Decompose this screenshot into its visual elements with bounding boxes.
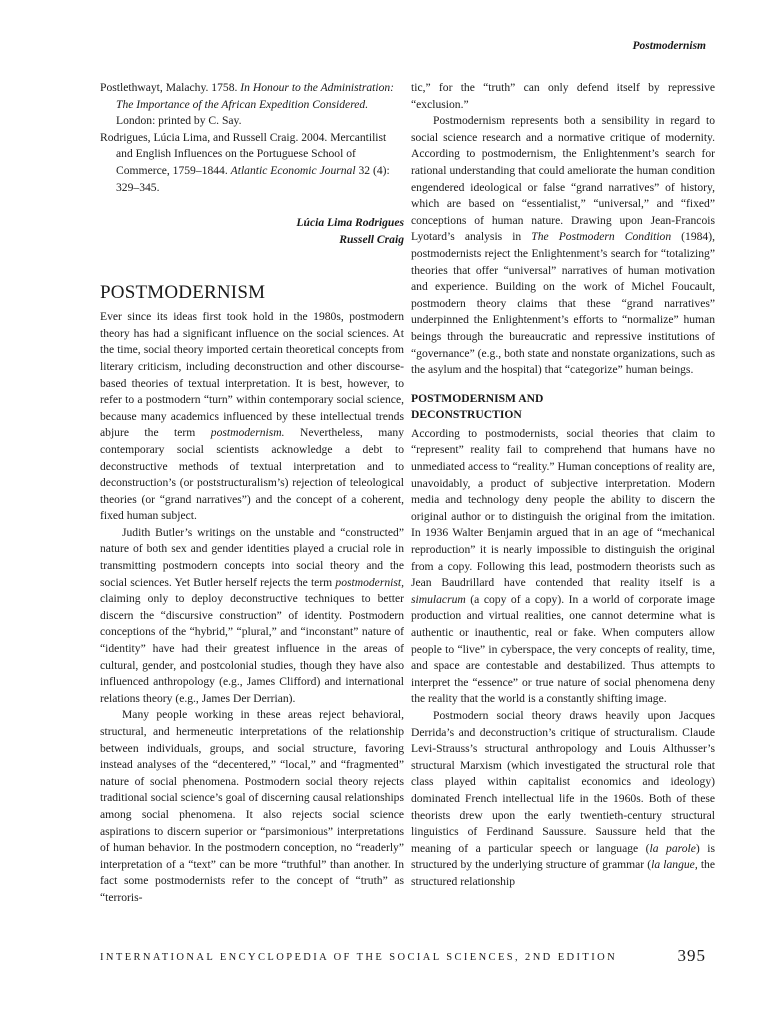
reference-title: Atlantic Economic Journal <box>230 163 356 177</box>
paragraph: According to postmodernists, social theories that claim to “represent” reality fail to comprehend that humans have no unmediated access to “reality.” Human conceptions of reality are, unavoidably, a product of subjective interpretation. Modern media and technology deny people the ability to discern the original author or to distinguish the original from the imitation. In 1936 Walter Benjamin argued that in an age of “mechanical reproduction” it is nearly impossible to distinguish the original from a copy. Following this lead, postmodern theorists such as Jean Baudrillard have contended that reality itself is a simulacrum (a copy of a copy). In a world of corporate image production and virtual realities, one cannot determine what is authentic or inauthentic, real or fake. When computers allow people to “live” in cyberspace, the very concepts of reality, time, and space are contestable and destabilized. Thus attempts to interpret the “essence” or true nature of social phenomena deny the reality that the world is a constantly shifting image. <box>411 426 715 706</box>
reference-text: London: printed by C. Say. <box>116 114 242 128</box>
paragraph: Ever since its ideas first took hold in the 1980s, postmodern theory has had a significant influence on the social sciences. At the time, social theory imported certain theoretical concepts from literary criticism, including deconstruction and other discourse-based theories of textual interpretation. It is best, however, to refer to a postmodern “turn” within contemporary social science, because many academics influenced by these intellectual trends abjure the term postmodernism. Nevertheless, many contemporary social scientists acknowledge a debt to deconstructive methods of textual interpretation and to deconstruction’s (or poststructuralism’s) rejection of teleological theories (or “grand narratives”) and the concept of a coherent, fixed human subject. <box>100 310 404 523</box>
reference-entry <box>100 80 404 130</box>
article-title: POSTMODERNISM <box>100 282 266 304</box>
reference-entry <box>100 130 404 196</box>
section-heading: POSTMODERNISM AND DECONSTRUCTION <box>411 391 544 422</box>
author-signature <box>100 214 404 248</box>
reference-text: 32 (4): 329–345. <box>116 163 390 194</box>
left-column <box>100 80 404 907</box>
paragraph: Postmodern social theory draws heavily upon Jacques Derrida’s and deconstruction’s critique of structuralism. Claude Levi-Strauss’s structural anthropology and Louis Althusser’s structural Marxism (which investigated the structural role that class played within capitalist economics and ideology) dominated French intellectual life in the 1960s. Both of these theorists drew upon the early twentieth-century structural linguistics of Ferdinand Saussure. Saussure held that the meaning of a particular speech or language (la parole) is structured by the underlying structure of grammar (la langue, the structured relationship <box>411 708 716 888</box>
reference-text: Postlethwayt, Malachy. 1758. <box>100 81 241 94</box>
page-number: 395 <box>677 946 706 965</box>
author-name: Russell Craig <box>339 233 404 247</box>
reference-title: In Honour to the Administration: The Importance of the African Expedition Considered. <box>116 81 395 111</box>
reference-text: Rodrigues, Lúcia Lima, and Russell Craig. 2004. Mercantilist and English Influences on the Portuguese School of Commerce, 1759–1844. <box>100 130 387 177</box>
paragraph: Judith Butler’s writings on the unstable and “constructed” nature of both sex and gender identities played a crucial role in transmitting postmodern concepts into social theory and the social sciences. Yet Butler herself rejects the term postmodernist, claiming only to deploy deconstructive techniques to better discern the “discursive construction” of identity. Postmodern conceptions of the “hybrid,” “plural,” and “inconstant” nature of “identity” have had their greatest influence in the areas of cultural, gender, and postcolonial studies, though they have also influenced anthropology (e.g., James Clifford) and international relations theory (e.g., James Der Derrian). <box>100 525 404 705</box>
footer-title: INTERNATIONAL ENCYCLOPEDIA OF THE SOCIAL SCIENCES, 2ND EDITION <box>100 952 618 963</box>
right-column <box>411 80 715 891</box>
paragraph-continuation: tic,” for the “truth” can only defend itself by repressive “exclusion.” <box>411 81 715 111</box>
author-name: Lúcia Lima Rodrigues <box>296 216 404 230</box>
paragraph: Postmodernism represents both a sensibility in regard to social science research and a normative critique of modernity. According to postmodernism, the Enlightenment’s search for rational understanding that could ameliorate the human condition engendered ideological or false “grand narratives” of history, which are based on “essentialist,” “universal,” and “fixed” conceptions of human nature. Drawing upon Jean-Francois Lyotard’s analysis in The Postmodern Condition (1984), postmodernists reject the Enlightenment’s search for “totalizing” theories that offer “universal” narratives of human motivation and experience. Building on the work of Michel Foucault, postmodern theory claims that these “grand narratives” underpinned the Enlightenment’s efforts to “normalize” human beings through the bureaucratic and repressive institutions of “governance” (e.g., both state and nonstate organizations, such as the asylum and the hospital) that “categorize” human beings. <box>411 114 715 377</box>
paragraph: Many people working in these areas reject behavioral, structural, and hermeneutic interpretations of the relationship between individuals, groups, and social structure, favoring instead analyses of the “decentered,” “local,” and “fragmented” nature of social phenomena. Postmodern social theory rejects traditional social science’s goal of discerning causal relationships among social phenomena. It also rejects social science aspirations to discern superior or “parsimonious” interpretations of human behavior. In the postmodern conception, no “readerly” interpretation of a “text” can be more “truthful” than another. In fact some postmodernists refer to the concept of “truth” as “terroris- <box>100 708 404 904</box>
running-head: Postmodernism <box>632 40 706 52</box>
